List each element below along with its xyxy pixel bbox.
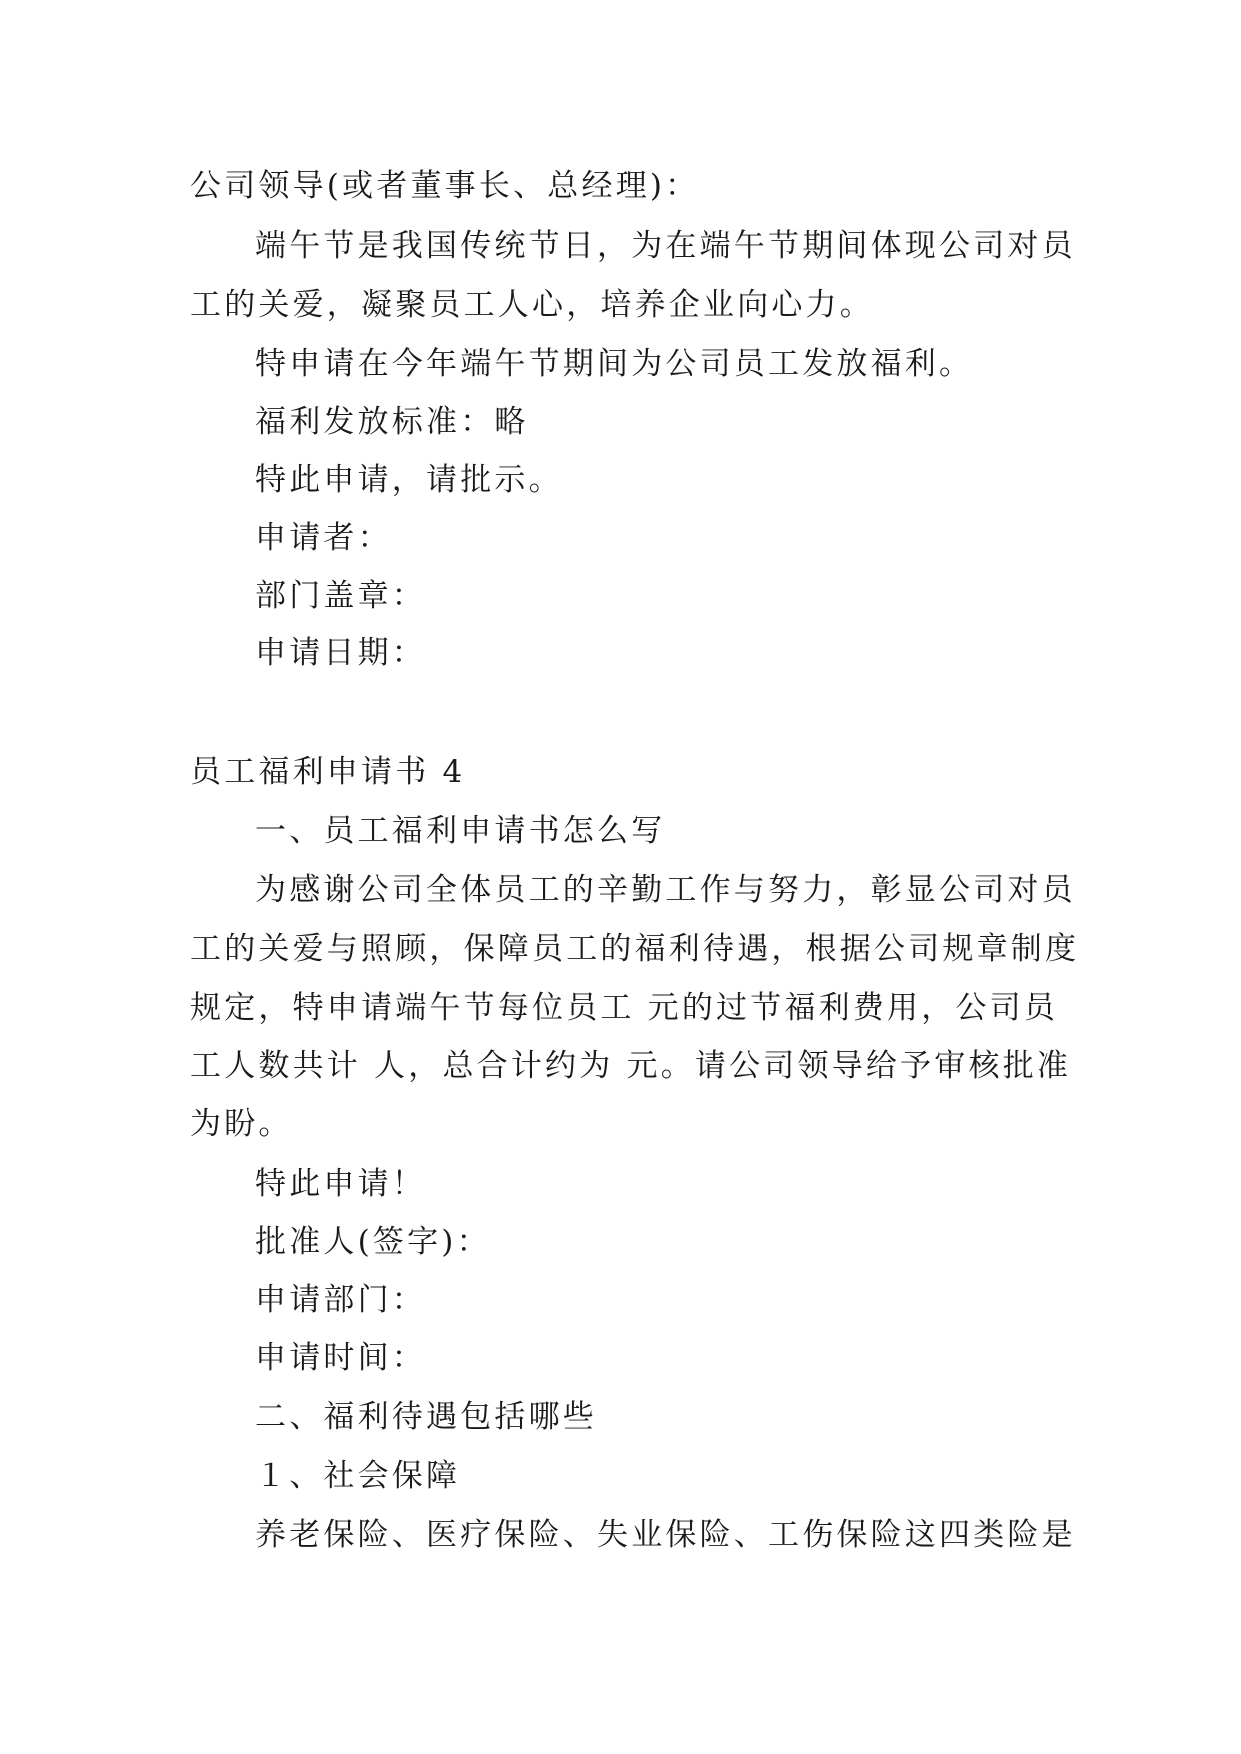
approver-signature-field: 批准人(签字)： xyxy=(255,1224,491,1260)
paragraph-line: 特此申请，请批示。 xyxy=(255,462,563,498)
applying-department-field: 申请部门： xyxy=(255,1282,426,1318)
paragraph-line: 福利发放标准：略 xyxy=(255,404,529,440)
paragraph-line: 端午节是我国传统节日，为在端午节期间体现公司对员 xyxy=(255,228,1076,264)
subsection-heading: 二、福利待遇包括哪些 xyxy=(255,1399,597,1435)
application-date-field: 申请日期： xyxy=(255,635,426,671)
paragraph-line: 工的关爱与照顾，保障员工的福利待遇，根据公司规章制度 xyxy=(190,931,1080,967)
department-seal-field: 部门盖章： xyxy=(255,578,426,614)
paragraph-line: 为盼。 xyxy=(190,1106,293,1142)
paragraph-line: 工人数共计 人，总合计约为 元。请公司领导给予审核批准 xyxy=(190,1048,1072,1084)
paragraph-line: 规定，特申请端午节每位员工 元的过节福利费用，公司员 xyxy=(190,990,1059,1026)
paragraph-line: 工的关爱，凝聚员工人心，培养企业向心力。 xyxy=(190,287,874,323)
subsection-heading: 一、员工福利申请书怎么写 xyxy=(255,813,666,849)
paragraph-line: 为感谢公司全体员工的辛勤工作与努力，彰显公司对员 xyxy=(255,872,1076,908)
paragraph-line: 特申请在今年端午节期间为公司员工发放福利。 xyxy=(255,346,974,382)
section-title: 员工福利申请书 4 xyxy=(190,754,466,790)
list-item-heading: １、社会保障 xyxy=(255,1458,461,1494)
paragraph-line: 特此申请！ xyxy=(255,1166,426,1202)
paragraph-line: 养老保险、医疗保险、失业保险、工伤保险这四类险是 xyxy=(255,1517,1076,1553)
salutation-line: 公司领导(或者董事长、总经理)： xyxy=(190,168,700,204)
application-time-field: 申请时间： xyxy=(255,1340,426,1376)
applicant-field: 申请者： xyxy=(255,520,392,556)
